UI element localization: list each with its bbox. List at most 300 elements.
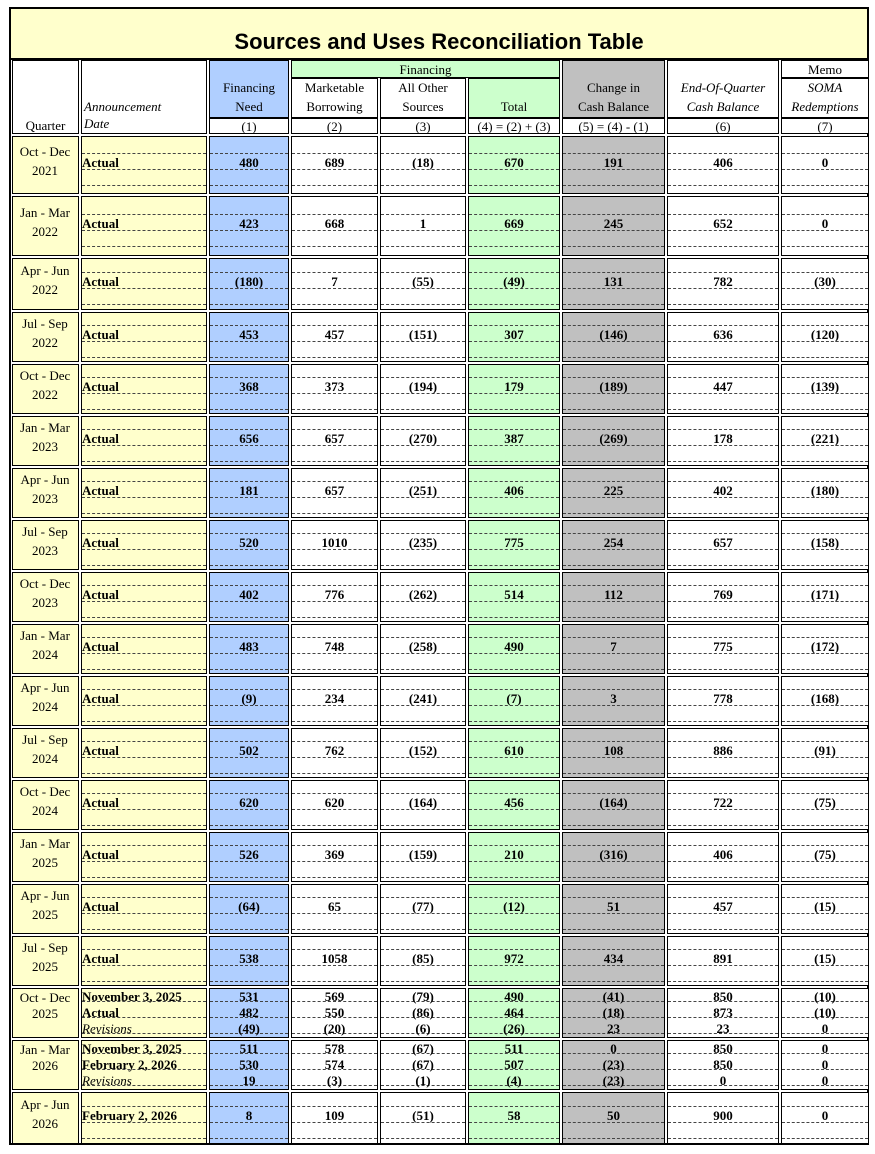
row-8-divider	[782, 617, 868, 619]
value-col-4: 490	[504, 989, 524, 1004]
row-10-divider	[469, 721, 559, 723]
announcement-date: Actual	[82, 535, 119, 550]
value-col-5: 434	[603, 951, 624, 966]
value-col-1: 19	[242, 1073, 256, 1088]
value-col-4: 775	[504, 535, 524, 550]
value-col-7: 0	[821, 155, 829, 170]
value-col-3: (51)	[412, 1108, 434, 1123]
announcement-date: Actual	[82, 483, 119, 498]
announcement-date: November 3, 2025	[82, 989, 182, 1004]
row-12-divider	[82, 825, 206, 827]
value-col-3: (235)	[408, 535, 438, 550]
value-col-4: 464	[504, 1005, 524, 1020]
header-col-3-number: (3)	[380, 118, 466, 134]
row-12-divider	[292, 825, 377, 827]
row-9-divider	[292, 669, 377, 671]
quarter-year: 2023	[32, 439, 58, 454]
value-col-5: 23	[607, 1021, 620, 1036]
value-col-1: 423	[239, 216, 259, 231]
row-18-divider	[563, 1138, 664, 1140]
row-1-divider	[563, 246, 664, 248]
value-col-7: (10)	[814, 989, 836, 1004]
value-col-4: (49)	[503, 274, 525, 289]
row-4-divider	[381, 409, 465, 411]
row-18-divider	[469, 1138, 559, 1140]
value-col-4: (4)	[506, 1073, 522, 1088]
row-18-divider	[292, 1138, 377, 1140]
row-8-divider	[668, 617, 778, 619]
value-col-7: (180)	[810, 483, 840, 498]
value-col-3: 1	[419, 216, 427, 231]
value-col-4: 456	[504, 795, 524, 810]
value-col-5: 112	[604, 587, 623, 602]
value-col-6: 402	[713, 483, 733, 498]
row-15-divider	[563, 981, 664, 983]
value-col-5: (269)	[599, 431, 628, 446]
value-col-3: (18)	[412, 155, 434, 170]
row-7-divider	[82, 565, 206, 567]
row-15-divider	[82, 981, 206, 983]
row-3-divider	[82, 357, 206, 359]
row-7-divider	[668, 565, 778, 567]
value-col-5: (164)	[599, 795, 628, 810]
value-col-7: 0	[821, 1041, 829, 1056]
announcement-date: Actual	[82, 327, 119, 342]
row-7-divider	[292, 565, 377, 567]
value-col-7: (221)	[810, 431, 840, 446]
value-col-7: (158)	[810, 535, 840, 550]
value-col-7: 0	[821, 1073, 829, 1088]
row-2-divider	[292, 304, 377, 306]
row-13-divider	[668, 877, 778, 879]
announcement-date: Actual	[82, 1005, 119, 1020]
row-2-divider	[563, 304, 664, 306]
value-col-1: 502	[239, 743, 259, 758]
header-col-1-label: Need	[235, 99, 263, 114]
value-col-5: (23)	[602, 1057, 625, 1072]
value-col-6: 886	[713, 743, 733, 758]
value-col-3: (6)	[415, 1021, 431, 1036]
row-7-divider	[563, 565, 664, 567]
row-4-divider	[82, 409, 206, 411]
row-13-divider	[82, 877, 206, 879]
quarter-year: 2026	[32, 1116, 58, 1131]
row-6-divider	[292, 513, 377, 515]
header-col-1-label: Financing	[223, 80, 275, 95]
value-col-1: 8	[245, 1108, 253, 1123]
value-col-1: 402	[239, 587, 259, 602]
value-col-2: 620	[324, 795, 345, 810]
quarter-year: 2023	[32, 491, 58, 506]
value-col-7: 0	[821, 1057, 829, 1072]
row-5-divider	[469, 461, 559, 463]
quarter-label: Oct - Dec	[19, 784, 71, 799]
row-10-divider	[668, 721, 778, 723]
row-11-divider	[469, 773, 559, 775]
value-col-4: 670	[504, 155, 524, 170]
row-11-divider	[668, 773, 778, 775]
value-col-4: 511	[504, 1041, 524, 1056]
quarter-label: Jan - Mar	[20, 1042, 70, 1057]
quarter-label: Apr - Jun	[20, 680, 70, 695]
row-15-divider	[381, 981, 465, 983]
value-col-1: 511	[239, 1041, 259, 1056]
value-col-6: 775	[713, 639, 733, 654]
row-14-divider	[782, 929, 868, 931]
row-11-divider	[292, 773, 377, 775]
value-col-3: (67)	[412, 1041, 434, 1056]
header-col-5-label: Cash Balance	[577, 99, 650, 114]
header-col-7-number: (7)	[781, 118, 869, 134]
announcement-date: Actual	[82, 587, 119, 602]
header-quarter-label: Quarter	[25, 118, 66, 133]
value-col-7: 0	[821, 1108, 829, 1123]
header-memo-group: Memo	[781, 60, 869, 78]
value-col-5: 50	[607, 1108, 620, 1123]
row-9-divider	[469, 669, 559, 671]
header-col-3-label: All Other	[398, 80, 448, 95]
value-col-7: (139)	[810, 379, 840, 394]
quarter-label: Apr - Jun	[20, 888, 70, 903]
value-col-6: 850	[713, 1041, 733, 1056]
row-4-divider	[292, 409, 377, 411]
value-col-4: 179	[504, 379, 524, 394]
row-0-divider	[469, 185, 559, 187]
row-15-divider	[292, 981, 377, 983]
value-col-1: 368	[239, 379, 259, 394]
row-7-divider	[381, 565, 465, 567]
value-col-7: (120)	[810, 327, 840, 342]
row-2-divider	[782, 304, 868, 306]
value-col-3: (151)	[408, 327, 438, 342]
announcement-date: February 2, 2026	[82, 1108, 177, 1123]
row-5-divider	[210, 461, 288, 463]
quarter-year: 2026	[32, 1058, 58, 1073]
value-col-6: 873	[713, 1005, 733, 1020]
value-col-6: 178	[713, 431, 733, 446]
value-col-1: 530	[239, 1057, 259, 1072]
value-col-5: 0	[610, 1041, 617, 1056]
quarter-year: 2022	[32, 387, 58, 402]
row-0-divider	[381, 185, 465, 187]
row-14-divider	[668, 929, 778, 931]
row-13-divider	[381, 877, 465, 879]
value-col-6: 652	[713, 216, 733, 231]
value-col-3: (262)	[408, 587, 438, 602]
value-col-3: (86)	[412, 1005, 434, 1020]
value-col-5: (23)	[602, 1073, 625, 1088]
value-col-3: (164)	[408, 795, 438, 810]
value-col-1: (180)	[234, 274, 264, 289]
row-2-divider	[210, 304, 288, 306]
row-11-divider	[210, 773, 288, 775]
value-col-3: (251)	[408, 483, 438, 498]
row-18-divider	[381, 1138, 465, 1140]
row-6-divider	[381, 513, 465, 515]
row-1-divider	[668, 246, 778, 248]
value-col-2: 7	[331, 274, 338, 289]
row-10-divider	[782, 721, 868, 723]
row-0-divider	[563, 185, 664, 187]
quarter-label: Apr - Jun	[20, 472, 70, 487]
row-8-divider	[563, 617, 664, 619]
row-4-divider	[563, 409, 664, 411]
row-4-divider	[782, 409, 868, 411]
row-13-divider	[469, 877, 559, 879]
header-col-5-number: (5) = (4) - (1)	[562, 118, 665, 134]
row-9-divider	[563, 669, 664, 671]
value-col-7: 0	[821, 1021, 829, 1036]
row-3-divider	[210, 357, 288, 359]
value-col-5: 3	[610, 691, 617, 706]
header-col-7-label: SOMA	[807, 80, 843, 95]
row-9-divider	[782, 669, 868, 671]
row-18-divider	[82, 1138, 206, 1140]
quarter-label: Jul - Sep	[22, 316, 68, 331]
reconciliation-table	[9, 7, 869, 1145]
value-col-5: (146)	[599, 327, 628, 342]
value-col-6: 657	[713, 535, 733, 550]
value-col-4: 210	[504, 847, 524, 862]
row-3-divider	[469, 357, 559, 359]
quarter-label: Jan - Mar	[20, 420, 70, 435]
value-col-4: 507	[504, 1057, 524, 1072]
value-col-2: (20)	[323, 1021, 346, 1036]
quarter-year: 2024	[32, 751, 58, 766]
row-1-divider	[292, 246, 377, 248]
row-1-divider	[381, 246, 465, 248]
value-col-1: 480	[239, 155, 259, 170]
row-4-divider	[668, 409, 778, 411]
value-col-4: 490	[504, 639, 524, 654]
quarter-year: 2025	[32, 907, 58, 922]
row-18-divider	[668, 1138, 778, 1140]
value-col-4: 307	[504, 327, 524, 342]
value-col-2: 657	[324, 431, 345, 446]
header-col-6-number: (6)	[667, 118, 779, 134]
value-col-3: (1)	[415, 1073, 431, 1088]
value-col-1: 620	[239, 795, 259, 810]
table-title: Sources and Uses Reconciliation Table	[11, 9, 867, 60]
value-col-2: 550	[324, 1005, 345, 1020]
row-8-divider	[381, 617, 465, 619]
value-col-4: 610	[504, 743, 524, 758]
row-3-divider	[563, 357, 664, 359]
row-5-divider	[82, 461, 206, 463]
value-col-2: 457	[324, 327, 345, 342]
row-12-divider	[381, 825, 465, 827]
value-col-1: 453	[239, 327, 259, 342]
row-9-divider	[381, 669, 465, 671]
quarter-year: 2024	[32, 647, 58, 662]
row-6-divider	[668, 513, 778, 515]
value-col-6: 457	[713, 899, 733, 914]
row-8-divider	[210, 617, 288, 619]
value-col-5: 51	[607, 899, 620, 914]
row-10-divider	[82, 721, 206, 723]
row-5-divider	[563, 461, 664, 463]
value-col-3: (55)	[412, 274, 434, 289]
value-col-5: (18)	[602, 1005, 625, 1020]
row-2-divider	[381, 304, 465, 306]
value-col-7: (15)	[814, 951, 836, 966]
row-11-divider	[782, 773, 868, 775]
value-col-2: 369	[324, 847, 345, 862]
value-col-2: 574	[324, 1057, 345, 1072]
announcement-date: Actual	[82, 155, 119, 170]
value-col-5: 108	[603, 743, 624, 758]
row-12-divider	[210, 825, 288, 827]
value-col-2: 657	[324, 483, 345, 498]
row-6-divider	[469, 513, 559, 515]
value-col-6: 850	[713, 1057, 733, 1072]
quarter-label: Oct - Dec	[19, 144, 71, 159]
value-col-3: (79)	[412, 989, 434, 1004]
quarter-label: Oct - Dec	[19, 368, 71, 383]
quarter-year: 2025	[32, 1006, 58, 1021]
quarter-year: 2023	[32, 543, 58, 558]
value-col-3: (77)	[412, 899, 434, 914]
announcement-date: Actual	[82, 274, 119, 289]
value-col-3: (194)	[408, 379, 438, 394]
announcement-date: Actual	[82, 899, 119, 914]
value-col-2: 1010	[321, 535, 348, 550]
value-col-7: (75)	[814, 847, 836, 862]
quarter-year: 2025	[32, 959, 58, 974]
quarter-label: Jan - Mar	[20, 628, 70, 643]
header-col-6-label: End-Of-Quarter	[680, 80, 766, 95]
row-18-divider	[210, 1138, 288, 1140]
announcement-date: February 2, 2026	[82, 1057, 177, 1072]
value-col-6: 722	[713, 795, 733, 810]
quarter-label: Jan - Mar	[20, 836, 70, 851]
header-financing-group: Financing	[291, 60, 560, 78]
row-9-divider	[210, 669, 288, 671]
value-col-6: 900	[713, 1108, 733, 1123]
value-col-3: (258)	[408, 639, 438, 654]
row-11-divider	[381, 773, 465, 775]
value-col-6: 447	[713, 379, 733, 394]
quarter-label: Jul - Sep	[22, 732, 68, 747]
value-col-5: 254	[603, 535, 624, 550]
value-col-7: (15)	[814, 899, 836, 914]
header-col-3-label: Sources	[402, 99, 444, 114]
value-col-5: (316)	[599, 847, 628, 862]
row-8-divider	[469, 617, 559, 619]
quarter-year: 2024	[32, 699, 58, 714]
row-13-divider	[782, 877, 868, 879]
value-col-1: 538	[239, 951, 259, 966]
value-col-2: 373	[324, 379, 345, 394]
value-col-2: 1058	[321, 951, 348, 966]
row-0-divider	[210, 185, 288, 187]
announcement-date: Actual	[82, 431, 119, 446]
value-col-2: 762	[324, 743, 345, 758]
value-col-5: 245	[603, 216, 624, 231]
row-9-divider	[668, 669, 778, 671]
announcement-date: Actual	[82, 743, 119, 758]
value-col-4: 387	[504, 431, 524, 446]
announcement-date: Actual	[82, 847, 119, 862]
row-1-divider	[469, 246, 559, 248]
row-6-divider	[210, 513, 288, 515]
row-18-divider	[782, 1138, 868, 1140]
header-col-2-label: Borrowing	[306, 99, 363, 114]
value-col-6: 23	[716, 1021, 730, 1036]
quarter-year: 2022	[32, 335, 58, 350]
value-col-6: 850	[713, 989, 733, 1004]
row-12-divider	[782, 825, 868, 827]
row-10-divider	[292, 721, 377, 723]
row-15-divider	[469, 981, 559, 983]
quarter-year: 2022	[32, 224, 58, 239]
header-col-2-label: Marketable	[304, 80, 365, 95]
row-14-divider	[563, 929, 664, 931]
row-10-divider	[563, 721, 664, 723]
value-col-2: 65	[328, 899, 341, 914]
value-col-4: 58	[507, 1108, 521, 1123]
row-5-divider	[381, 461, 465, 463]
row-7-divider	[782, 565, 868, 567]
value-col-5: 191	[603, 155, 624, 170]
header-col-4-label: Total	[500, 99, 528, 114]
row-14-divider	[210, 929, 288, 931]
value-col-1: 520	[239, 535, 259, 550]
row-5-divider	[782, 461, 868, 463]
announcement-date: Actual	[82, 639, 119, 654]
value-col-2: 668	[324, 216, 345, 231]
value-col-4: (26)	[503, 1021, 525, 1036]
row-7-divider	[210, 565, 288, 567]
value-col-6: 406	[713, 155, 733, 170]
value-col-4: 514	[504, 587, 524, 602]
quarter-year: 2022	[32, 282, 58, 297]
row-1-divider	[82, 246, 206, 248]
value-col-5: (41)	[602, 989, 625, 1004]
row-1-divider	[782, 246, 868, 248]
revisions-label: Revisions	[82, 1021, 132, 1036]
value-col-5: (189)	[599, 379, 628, 394]
row-8-divider	[292, 617, 377, 619]
header-col-7-label: Redemptions	[791, 99, 859, 114]
value-col-3: (241)	[408, 691, 438, 706]
row-11-divider	[563, 773, 664, 775]
header-announcement-label: Date	[84, 116, 110, 131]
value-col-3: (152)	[408, 743, 438, 758]
value-col-7: (75)	[814, 795, 836, 810]
row-6-divider	[782, 513, 868, 515]
value-col-1: 531	[239, 989, 259, 1004]
header-col-4-number: (4) = (2) + (3)	[468, 118, 560, 134]
value-col-7: (168)	[810, 691, 840, 706]
quarter-year: 2023	[32, 595, 58, 610]
row-0-divider	[292, 185, 377, 187]
row-13-divider	[292, 877, 377, 879]
row-0-divider	[668, 185, 778, 187]
row-14-divider	[381, 929, 465, 931]
value-col-2: 748	[324, 639, 345, 654]
quarter-label: Oct - Dec	[19, 576, 71, 591]
row-14-divider	[82, 929, 206, 931]
row-11-divider	[82, 773, 206, 775]
row-6-divider	[82, 513, 206, 515]
row-0-divider	[82, 185, 206, 187]
value-col-2: 109	[324, 1108, 345, 1123]
value-col-3: (159)	[408, 847, 438, 862]
quarter-label: Oct - Dec	[19, 990, 71, 1005]
value-col-4: 406	[504, 483, 524, 498]
announcement-date: November 3, 2025	[82, 1041, 182, 1056]
